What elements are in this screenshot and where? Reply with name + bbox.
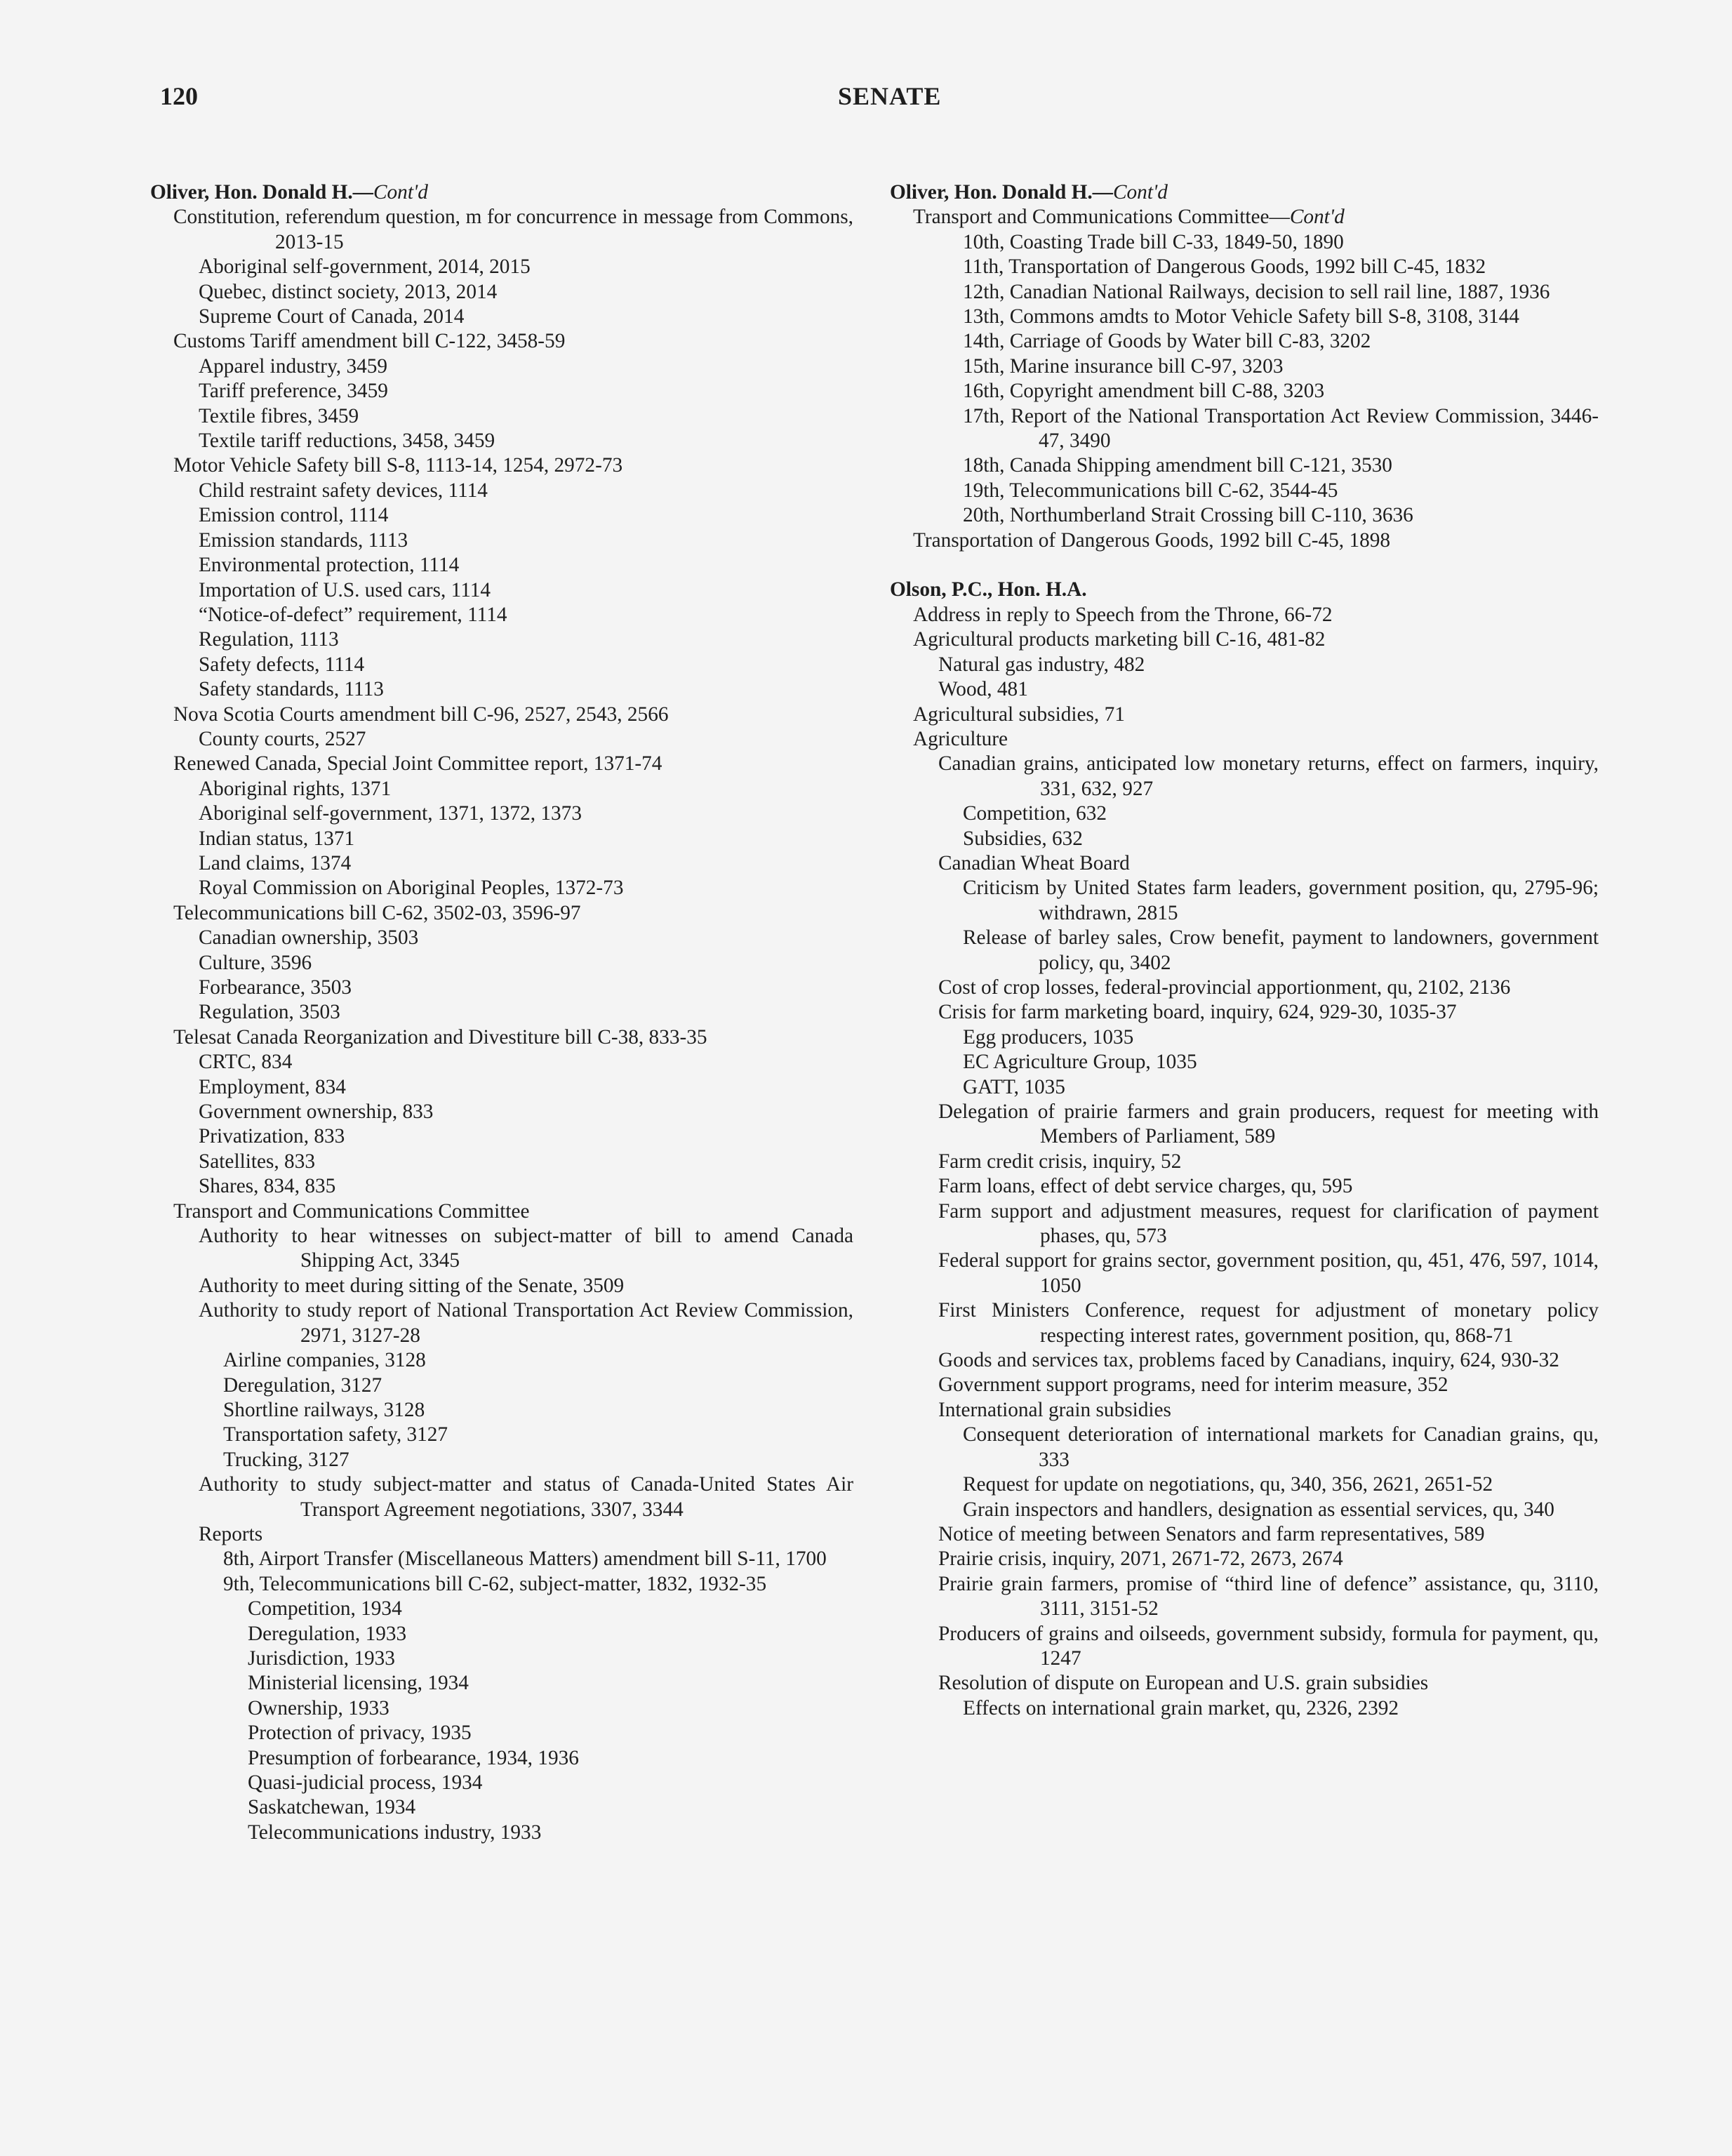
index-entry (150, 901, 853, 926)
index-column-left (150, 180, 853, 1845)
entry-text: Environmental protection, 1114 (199, 554, 460, 577)
entry-text: Telecommunications bill C-62, 3502-03, 3596-97 (173, 901, 581, 924)
index-entry (150, 1646, 853, 1671)
index-entry (150, 1522, 853, 1547)
entry-text: County courts, 2527 (199, 727, 366, 750)
index-heading (890, 578, 1599, 602)
index-entry (890, 1199, 1599, 1249)
entry-text: Consequent deterioration of international markets for Canadian grains, qu, 333 (963, 1423, 1599, 1471)
entry-text: Constitution, referendum question, m for concurrence in message from Commons, 2013-15 (173, 206, 853, 253)
entry-text: Authority to hear witnesses on subject-matter of bill to amend Canada Shipping Act, 3345 (199, 1225, 853, 1272)
entry-text: GATT, 1035 (963, 1075, 1065, 1098)
entry-text: 8th, Airport Transfer (Miscellaneous Matters) amendment bill S-11, 1700 (223, 1548, 827, 1571)
entry-text: Apparel industry, 3459 (199, 354, 388, 378)
index-entry (150, 404, 853, 429)
entry-text: Ownership, 1933 (248, 1696, 389, 1719)
entry-text: Agricultural products marketing bill C-16, 481-82 (913, 628, 1326, 651)
index-entry (890, 627, 1599, 652)
index-entry (150, 1025, 853, 1050)
index-entry (890, 1150, 1599, 1174)
index-entry (890, 1100, 1599, 1150)
entry-text: Criticism by United States farm leaders, government position, qu, 2795-96; withdrawn, 2815 (963, 877, 1599, 924)
index-heading (150, 180, 853, 205)
entry-text: Nova Scotia Courts amendment bill C-96, 2527, 2543, 2566 (173, 703, 669, 726)
index-entry (890, 976, 1599, 1000)
index-entry (890, 1423, 1599, 1472)
index-entry (890, 1249, 1599, 1298)
entry-text: Wood, 481 (938, 678, 1028, 701)
entry-text: 9th, Telecommunications bill C-62, subject-matter, 1832, 1932-35 (223, 1572, 767, 1595)
index-entry (890, 1622, 1599, 1672)
entry-text: Canadian Wheat Board (938, 851, 1130, 874)
entry-text: Safety defects, 1114 (199, 653, 365, 676)
entry-text: Regulation, 3503 (199, 1001, 340, 1024)
entry-text: Indian status, 1371 (199, 827, 355, 850)
entry-text: Agriculture (913, 727, 1008, 750)
index-entry (150, 876, 853, 900)
entry-text: Renewed Canada, Special Joint Committee report, 1371-74 (173, 752, 662, 776)
entry-text: Land claims, 1374 (199, 851, 352, 874)
entry-text: Transportation safety, 3127 (223, 1423, 448, 1446)
entry-text: Competition, 1934 (248, 1597, 402, 1621)
index-entry (150, 379, 853, 404)
index-entry (150, 1696, 853, 1721)
index-entry (890, 677, 1599, 702)
page-number: 120 (160, 82, 198, 110)
entry-text: Canadian grains, anticipated low monetary returns, effect on farmers, inquiry, 331, 632, 927 (938, 752, 1599, 800)
index-entry (890, 305, 1599, 329)
index-entry (890, 1547, 1599, 1571)
index-entry (150, 1174, 853, 1199)
entry-text: Customs Tariff amendment bill C-122, 3458-59 (173, 330, 566, 353)
index-entry (150, 553, 853, 578)
index-entry (150, 976, 853, 1000)
index-entry (150, 827, 853, 851)
index-entry (890, 1498, 1599, 1522)
entry-text: Transport and Communications Committee (173, 1199, 530, 1223)
index-entry (150, 951, 853, 976)
index-entry (890, 1398, 1599, 1423)
index-entry (890, 752, 1599, 801)
index-entry (150, 1224, 853, 1274)
entry-text: 11th, Transportation of Dangerous Goods, 1992 bill C-45, 1832 (963, 255, 1486, 279)
index-entry (890, 1075, 1599, 1100)
entry-text: Telecommunications industry, 1933 (248, 1821, 542, 1844)
index-entry (890, 603, 1599, 627)
entry-text: Deregulation, 3127 (223, 1373, 382, 1397)
index-entry (150, 329, 853, 354)
entry-text: Trucking, 3127 (223, 1448, 349, 1471)
entry-text: Federal support for grains sector, government position, qu, 451, 476, 597, 1014, 1050 (938, 1249, 1599, 1297)
index-entry (150, 926, 853, 950)
index-entry (890, 727, 1599, 752)
entry-text: Deregulation, 1933 (248, 1622, 407, 1645)
entry-text: Canadian ownership, 3503 (199, 926, 419, 950)
index-entry (150, 1100, 853, 1124)
index-entry (890, 801, 1599, 826)
entry-text: Grain inspectors and handlers, designation as essential services, qu, 340 (963, 1498, 1554, 1521)
entry-text: 17th, Report of the National Transportation Act Review Commission, 3446-47, 3490 (963, 404, 1599, 453)
index-entry (890, 379, 1599, 404)
entry-text: Government support programs, need for interim measure, 352 (938, 1373, 1448, 1397)
entry-text: Authority to study report of National Transportation Act Review Commission, 2971, 3127-28 (199, 1299, 853, 1347)
entry-text: Telesat Canada Reorganization and Divestiture bill C-38, 833-35 (173, 1025, 707, 1049)
index-entry (150, 653, 853, 677)
index-entry (890, 851, 1599, 876)
index-entry (150, 727, 853, 752)
index-entry (150, 1124, 853, 1149)
entry-text: Farm loans, effect of debt service charges, qu, 595 (938, 1175, 1353, 1198)
index-entry (150, 1597, 853, 1621)
index-entry (150, 801, 853, 826)
index-entry (150, 1472, 853, 1522)
index-entry (150, 1572, 853, 1597)
index-entry (150, 354, 853, 379)
index-entry (890, 1373, 1599, 1397)
entry-text: Satellites, 833 (199, 1150, 315, 1173)
entry-text: Release of barley sales, Crow benefit, payment to landowners, government policy, qu, 3402 (963, 926, 1599, 974)
entry-text: Authority to meet during sitting of the Senate, 3509 (199, 1274, 625, 1297)
entry-text: Resolution of dispute on European and U.S. grain subsidies (938, 1672, 1429, 1695)
entry-text: Producers of grains and oilseeds, government subsidy, formula for payment, qu, 1247 (938, 1622, 1599, 1670)
entry-text: Address in reply to Speech from the Throne, 66-72 (913, 603, 1333, 626)
index-entry (890, 503, 1599, 528)
entry-text: Textile tariff reductions, 3458, 3459 (199, 430, 495, 453)
entry-text: 20th, Northumberland Strait Crossing bill C-110, 3636 (963, 504, 1413, 527)
index-entry (150, 752, 853, 776)
entry-text: CRTC, 834 (199, 1051, 293, 1074)
entry-text: First Ministers Conference, request for adjustment of monetary policy respecting interest rates, government position, qu, 868-71 (938, 1299, 1599, 1347)
index-column-right (890, 180, 1599, 1721)
index-entry (150, 1721, 853, 1745)
entry-text: Olson, P.C., Hon. H.A. (890, 578, 1087, 601)
entry-text: Prairie crisis, inquiry, 2071, 2671-72, 2673, 2674 (938, 1548, 1343, 1571)
index-entry (150, 1771, 853, 1795)
entry-text: Airline companies, 3128 (223, 1349, 426, 1372)
index-entry (890, 230, 1599, 255)
entry-text: 10th, Coasting Trade bill C-33, 1849-50, 1890 (963, 230, 1344, 253)
index-entry (150, 1000, 853, 1025)
index-entry (890, 280, 1599, 305)
entry-text: Forbearance, 3503 (199, 976, 352, 999)
entry-text: Aboriginal self-government, 2014, 2015 (199, 255, 531, 279)
index-entry (890, 479, 1599, 503)
entry-text: Crisis for farm marketing board, inquiry, 624, 929-30, 1035-37 (938, 1001, 1457, 1024)
index-entry (890, 653, 1599, 677)
entry-text: 16th, Copyright amendment bill C-88, 3203 (963, 380, 1325, 403)
index-entry (150, 578, 853, 603)
continued-label: Cont'd (1112, 181, 1168, 204)
index-entry (890, 1572, 1599, 1622)
index-entry (150, 1050, 853, 1074)
entry-text: EC Agriculture Group, 1035 (963, 1051, 1197, 1074)
entry-text: “Notice-of-defect” requirement, 1114 (199, 603, 507, 626)
entry-text: Quasi-judicial process, 1934 (248, 1771, 483, 1794)
entry-text: Privatization, 833 (199, 1125, 345, 1148)
index-entry (150, 1274, 853, 1298)
index-entry (890, 255, 1599, 279)
index-entry (890, 404, 1599, 454)
entry-text: Notice of meeting between Senators and farm representatives, 589 (938, 1522, 1485, 1545)
entry-text: Importation of U.S. used cars, 1114 (199, 578, 491, 601)
index-entry (150, 1423, 853, 1447)
entry-text: Competition, 632 (963, 802, 1107, 825)
entry-text: Farm credit crisis, inquiry, 52 (938, 1150, 1182, 1173)
entry-text: Textile fibres, 3459 (199, 404, 359, 427)
index-entry (150, 305, 853, 329)
running-head: SENATE (838, 82, 942, 110)
index-entry (150, 1671, 853, 1696)
entry-text: Regulation, 1113 (199, 628, 339, 651)
index-entry (150, 453, 853, 478)
entry-text: Motor Vehicle Safety bill S-8, 1113-14, 1254, 2972-73 (173, 454, 623, 477)
index-entry (890, 354, 1599, 379)
index-entry (150, 703, 853, 727)
entry-text: International grain subsidies (938, 1398, 1171, 1421)
entry-text: Delegation of prairie farmers and grain producers, request for meeting with Members of Parliament, 589 (938, 1100, 1599, 1148)
index-entry (150, 1795, 853, 1820)
index-entry (150, 677, 853, 702)
entry-text: 12th, Canadian National Railways, decision to sell rail line, 1887, 1936 (963, 280, 1550, 303)
entry-text: Egg producers, 1035 (963, 1025, 1134, 1049)
index-entry (150, 429, 853, 453)
index-entry (890, 1000, 1599, 1025)
entry-text: Oliver, Hon. Donald H.— (890, 181, 1113, 204)
entry-text: Government ownership, 833 (199, 1100, 434, 1124)
entry-text: Safety standards, 1113 (199, 678, 384, 701)
index-entry (890, 453, 1599, 478)
index-entry (890, 703, 1599, 727)
entry-text: Tariff preference, 3459 (199, 380, 388, 403)
index-entry (890, 528, 1599, 553)
index-entry (150, 205, 853, 255)
entry-text: Authority to study subject-matter and status of Canada-United States Air Transport Agreement negotiations, 3307, 3344 (199, 1473, 853, 1521)
entry-text: Request for update on negotiations, qu, 340, 356, 2621, 2651-52 (963, 1473, 1493, 1496)
entry-text: Transportation of Dangerous Goods, 1992 bill C-45, 1898 (913, 528, 1391, 552)
index-entry (150, 1448, 853, 1472)
index-entry (150, 1150, 853, 1174)
entry-text: Culture, 3596 (199, 951, 312, 974)
index-entry (890, 876, 1599, 926)
entry-text: Royal Commission on Aboriginal Peoples, 1372-73 (199, 877, 624, 900)
entry-text: 13th, Commons amdts to Motor Vehicle Safety bill S-8, 3108, 3144 (963, 305, 1519, 328)
index-entry (890, 205, 1599, 229)
index-entry (150, 777, 853, 801)
entry-text: Emission standards, 1113 (199, 528, 408, 552)
entry-text: Supreme Court of Canada, 2014 (199, 305, 465, 328)
index-entry (890, 1671, 1599, 1696)
index-entry (150, 603, 853, 627)
index-entry (150, 627, 853, 652)
entry-text: Transport and Communications Committee— (913, 206, 1290, 229)
index-entry (150, 1547, 853, 1571)
index-entry (150, 1298, 853, 1348)
index-entry (150, 1199, 853, 1224)
entry-text: 19th, Telecommunications bill C-62, 3544-45 (963, 479, 1338, 502)
entry-text: Aboriginal rights, 1371 (199, 777, 392, 800)
entry-text: Quebec, distinct society, 2013, 2014 (199, 280, 498, 303)
index-entry (150, 851, 853, 876)
entry-text: Farm support and adjustment measures, request for clarification of payment phases, qu, 573 (938, 1199, 1599, 1248)
index-entry (890, 1050, 1599, 1074)
index-entry (890, 1472, 1599, 1497)
index-entry (890, 1025, 1599, 1050)
index-entry (890, 926, 1599, 976)
entry-text: Aboriginal self-government, 1371, 1372, 1373 (199, 802, 582, 825)
entry-text: Oliver, Hon. Donald H.— (150, 181, 373, 204)
entry-text: Child restraint safety devices, 1114 (199, 479, 488, 502)
entry-text: Cost of crop losses, federal-provincial apportionment, qu, 2102, 2136 (938, 976, 1511, 999)
entry-text: 18th, Canada Shipping amendment bill C-121, 3530 (963, 454, 1392, 477)
entry-text: Reports (199, 1522, 263, 1545)
index-entry (890, 827, 1599, 851)
index-entry (890, 1696, 1599, 1721)
entry-text: Natural gas industry, 482 (938, 653, 1145, 676)
index-entry (150, 1398, 853, 1423)
index-entry (150, 1821, 853, 1845)
index-entry (150, 280, 853, 305)
entry-text: Agricultural subsidies, 71 (913, 703, 1125, 726)
entry-text: Emission control, 1114 (199, 504, 389, 527)
index-entry (150, 1348, 853, 1373)
index-entry (150, 1373, 853, 1398)
index-entry (150, 1746, 853, 1771)
index-entry (890, 1298, 1599, 1348)
entry-text: Prairie grain farmers, promise of “third line of defence” assistance, qu, 3110, 3111, 3151-52 (938, 1572, 1599, 1621)
index-heading (890, 180, 1599, 205)
index-entry (150, 255, 853, 279)
index-entry (890, 1522, 1599, 1547)
index-entry (150, 528, 853, 553)
entry-text: 14th, Carriage of Goods by Water bill C-83, 3202 (963, 330, 1371, 353)
entry-text: Presumption of forbearance, 1934, 1936 (248, 1746, 579, 1769)
entry-text: Shortline railways, 3128 (223, 1398, 425, 1421)
entry-text: Ministerial licensing, 1934 (248, 1672, 469, 1695)
index-entry (890, 1174, 1599, 1199)
index-entry (890, 329, 1599, 354)
entry-text: Subsidies, 632 (963, 827, 1083, 850)
entry-text: Jurisdiction, 1933 (248, 1646, 395, 1670)
index-entry (150, 1075, 853, 1100)
index-entry (150, 1622, 853, 1646)
entry-text: Protection of privacy, 1935 (248, 1722, 472, 1745)
index-entry (890, 1348, 1599, 1373)
continued-label: Cont'd (1289, 206, 1345, 229)
index-entry (150, 503, 853, 528)
entry-text: Employment, 834 (199, 1075, 346, 1098)
entry-text: Goods and services tax, problems faced by Canadians, inquiry, 624, 930-32 (938, 1349, 1559, 1372)
index-entry (150, 479, 853, 503)
entry-gap (890, 553, 1599, 578)
entry-text: Saskatchewan, 1934 (248, 1796, 416, 1819)
entry-text: Effects on international grain market, qu, 2326, 2392 (963, 1696, 1399, 1719)
continued-label: Cont'd (373, 181, 428, 204)
entry-text: 15th, Marine insurance bill C-97, 3203 (963, 354, 1284, 378)
entry-text: Shares, 834, 835 (199, 1175, 336, 1198)
